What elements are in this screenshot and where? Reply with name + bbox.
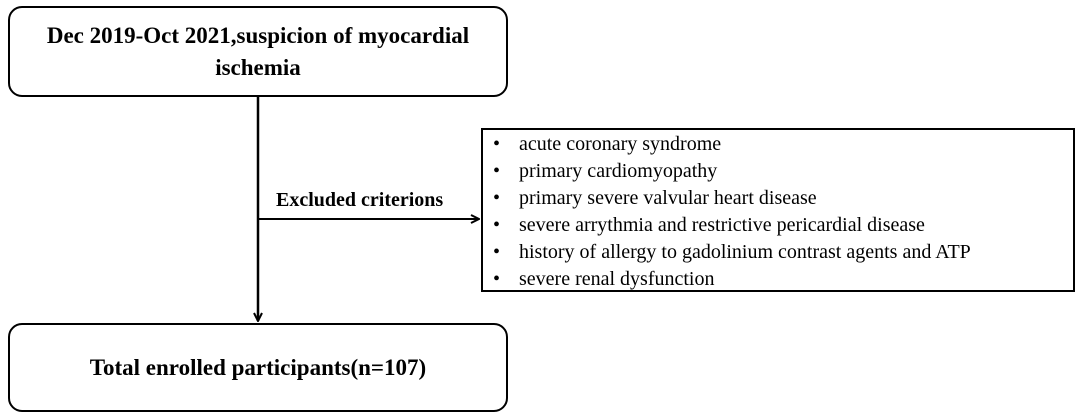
exclusion-item: • severe renal dysfunction [483,266,1073,293]
end-node [8,323,508,412]
exclusion-item: • primary cardiomyopathy [483,158,1073,185]
exclusion-label: Excluded criterions [276,189,444,211]
end-node-text: Total enrolled participants(n=107) [89,354,427,380]
exclusion-item: • severe arrythmia and restrictive pericardial disease [483,212,1073,239]
exclusion-item: • primary severe valvular heart disease [483,185,1073,212]
exclusion-item: • acute coronary syndrome [483,131,1073,158]
exclusion-item: • history of allergy to gadolinium contrast agents and ATP [483,239,1073,266]
exclusion-criteria-list [483,131,1073,293]
exclusion-criteria-box [481,128,1075,292]
start-node [8,6,508,97]
start-node-text: Dec 2019-Oct 2021,suspicion of myocardial ischemia [46,22,470,80]
